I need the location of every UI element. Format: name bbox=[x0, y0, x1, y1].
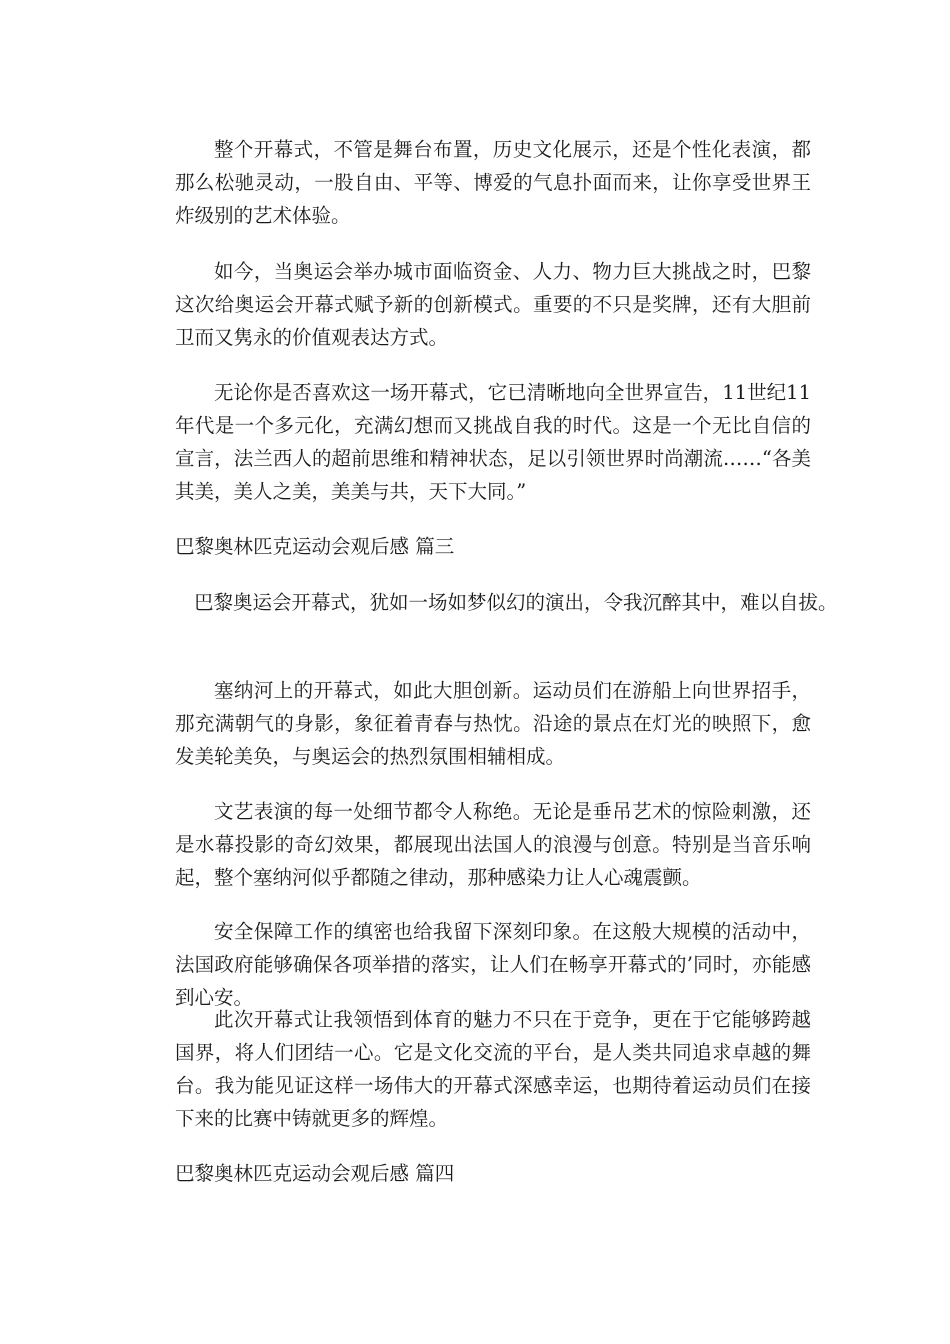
paragraph-seine-river: 塞纳河上的开幕式，如此大胆创新。运动员们在游船上向世界招手，那充满朝气的身影，象征着青春与热忱。沿途的景点在灯光的映照下，愈发美轮美奂，与奥运会的热烈氛围相辅相成。 bbox=[175, 679, 811, 768]
paragraph-security: 安全保障工作的缜密也给我留下深刻印象。在这般大规模的活动中，法国政府能够确保各项举措的落实，让人们在畅享开幕式的’同时，亦能感到心安。 bbox=[175, 920, 811, 1009]
section-heading-part-four: 巴黎奥林匹克运动会观后感 篇四 bbox=[175, 1162, 455, 1185]
section-heading-part-three: 巴黎奥林匹克运动会观后感 篇三 bbox=[175, 535, 455, 558]
paragraph-declaration: 无论你是否喜欢这一场开幕式，它已清晰地向全世界宣告，11世纪11年代是一个多元化，充满幻想而又挑战自我的时代。这是一个无比自信的宣言，法兰西人的超前思维和精神状态，足以引领世界时尚潮流……“各美其美，美人之美，美美与共，天下大同。” bbox=[175, 381, 811, 503]
paragraph-sports-charm: 此次开幕式让我领悟到体育的魅力不只在于竞争，更在于它能够跨越国界，将人们团结一心。它是文化交流的平台，是人类共同追求卓越的舞台。我为能见证这样一场伟大的开幕式深感幸运，也期待着运动员们在接下来的比赛中铸就更多的辉煌。 bbox=[175, 1008, 811, 1130]
paragraph-new-model: 如今，当奥运会举办城市面临资金、人力、物力巨大挑战之时，巴黎这次给奥运会开幕式赋予新的创新模式。重要的不只是奖牌，还有大胆前卫而又隽永的价值观表达方式。 bbox=[175, 260, 811, 349]
paragraph-opening-ceremony-overview: 整个开幕式，不管是舞台布置，历史文化展示，还是个性化表演，都那么松驰灵动，一股自由、平等、博爱的气息扑面而来，让你享受世界王炸级别的艺术体验。 bbox=[175, 138, 811, 227]
paragraph-performance: 文艺表演的每一处细节都令人称绝。无论是垂吊艺术的惊险刺激，还是水幕投影的奇幻效果，都展现出法国人的浪漫与创意。特别是当音乐响起，整个塞纳河似乎都随之律动，那种感染力让人心魂震颤。 bbox=[175, 800, 811, 889]
lead-sentence: 巴黎奥运会开幕式，犹如一场如梦似幻的演出，令我沉醉其中，难以自拔。 bbox=[194, 591, 838, 614]
